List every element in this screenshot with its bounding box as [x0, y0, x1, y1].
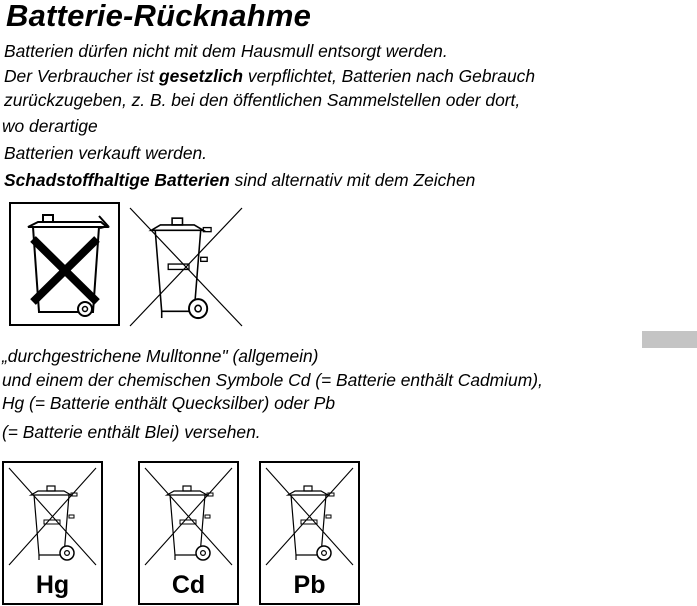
- para3-line3: Hg (= Batterie enthält Quecksilber) oder Pb: [2, 393, 336, 413]
- para1-line3: zurückzugeben, z. B. bei den öffentlichen Sammelstellen oder dort,: [4, 90, 521, 110]
- para3-line4: (= Batterie enthält Blei) versehen.: [2, 422, 261, 442]
- boxed-crossed-bin-icon: [9, 202, 120, 326]
- para2-line1: [4, 170, 475, 190]
- crossed-out-wheelie-bin-icon: [128, 206, 246, 328]
- battery-symbol-hg: [2, 461, 103, 605]
- para1-line2: [4, 66, 535, 86]
- para1-line1: Batterien dürfen nicht mit dem Hausmull entsorgt werden.: [4, 41, 448, 61]
- page-title: Batterie-Rücknahme: [6, 0, 312, 33]
- crossed-out-wheelie-bin-icon: [11, 204, 118, 324]
- battery-symbol-pb: [259, 461, 360, 605]
- crossed-out-wheelie-bin-icon: [140, 463, 237, 571]
- crossed-out-wheelie-bin-icon: [4, 463, 101, 571]
- para1-line2-post: verpflichtet, Batterien nach Gebrauch: [243, 66, 536, 86]
- chem-symbol-label: Hg: [35, 571, 70, 599]
- para1-line2-pre: Der Verbraucher ist: [4, 66, 159, 86]
- para3-line2: und einem der chemischen Symbole Cd (= Batterie enthält Cadmium),: [2, 370, 543, 390]
- chem-symbol-label: Cd: [171, 571, 206, 599]
- para2-line1-post: sind alternativ mit dem Zeichen: [229, 170, 476, 190]
- emphasis-gesetzlich: gesetzlich: [158, 66, 244, 86]
- para1-line5: Batterien verkauft werden.: [4, 143, 207, 163]
- crossed-out-wheelie-bin-icon: [261, 463, 358, 571]
- chem-symbol-label: Pb: [293, 571, 326, 599]
- emphasis-schadstoffhaltige: Schadstoffhaltige Batterien: [4, 170, 230, 190]
- page-edge-tab: [642, 331, 697, 348]
- para1-line4: wo derartige: [2, 116, 98, 136]
- para3-line1: „durchgestrichene Mulltonne" (allgemein): [2, 346, 319, 366]
- battery-symbol-cd: [138, 461, 239, 605]
